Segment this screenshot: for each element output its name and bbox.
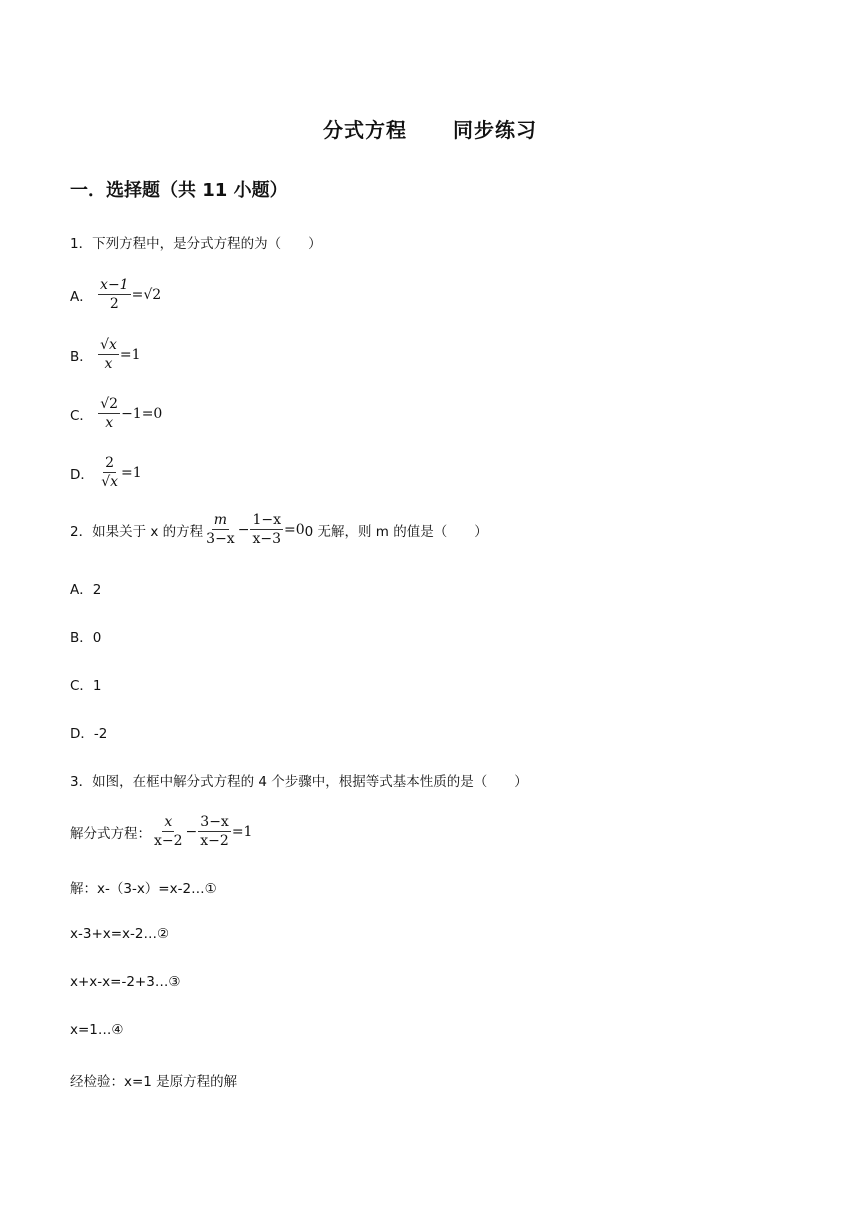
question-2-prefix: 2．如果关于 x 的方程 (70, 523, 204, 540)
question-1-stem: 1．下列方程中，是分式方程的为（ ） (70, 236, 322, 252)
solution-check: 经检验：x=1 是原方程的解 (70, 1074, 238, 1090)
solution-step-1: 解：x-（3-x）=x-2…① (70, 881, 217, 897)
question-2-option-b: B．0 (70, 630, 102, 646)
option-d-rhs: =1 (121, 464, 142, 481)
question-1-option-c (70, 396, 162, 431)
q3-frac1-numerator: x (164, 814, 173, 830)
question-2-suffix: 0 无解，则 m 的值是（ ） (304, 523, 488, 540)
option-b-label: B． (70, 348, 93, 365)
q2-minus: − (237, 521, 250, 538)
q2-frac2-numerator: 1−x (252, 512, 281, 528)
option-b-formula (97, 337, 140, 372)
option-a-label: A． (70, 288, 93, 305)
option-d-numerator: 2 (105, 455, 115, 471)
q3-equals: =1 (231, 823, 253, 840)
solution-step-2: x-3+x=x-2…② (70, 926, 170, 942)
question-2-option-a: A．2 (70, 582, 102, 598)
question-3-stem: 3．如图，在框中解分式方程的 4 个步骤中，根据等式基本性质的是（ ） (70, 774, 528, 790)
option-b-denominator: x (104, 356, 113, 372)
q2-equals: =0 (284, 521, 305, 538)
question-2-option-c: C．1 (70, 678, 102, 694)
option-c-rhs: −1=0 (121, 405, 163, 422)
page-title (0, 114, 860, 143)
question-2-formula (203, 512, 304, 547)
q3-frac2-numerator: 3−x (200, 814, 229, 830)
option-c-numerator: √2 (100, 396, 119, 412)
q2-frac1-numerator: m (213, 512, 228, 528)
option-a-numerator: x−1 (100, 277, 129, 293)
option-d-denominator: √x (101, 474, 119, 490)
section-heading: 一．选择题（共 11 小题） (70, 180, 288, 201)
question-2-option-d: D．-2 (70, 726, 108, 742)
title-part-2: 同步练习 (453, 118, 537, 142)
q2-frac1-denominator: 3−x (206, 531, 235, 547)
option-a-formula (97, 277, 161, 312)
option-c-label: C． (70, 407, 93, 424)
option-a-denominator: 2 (109, 296, 119, 312)
option-c-denominator: x (105, 415, 114, 431)
q2-frac2-denominator: x−3 (252, 531, 281, 547)
q3-frac2-denominator: x−2 (200, 833, 229, 849)
question-2-stem (70, 512, 488, 547)
q3-minus: − (185, 823, 198, 840)
option-a-rhs: =√2 (131, 286, 162, 303)
option-b-numerator: √x (100, 337, 117, 353)
question-1-option-d (70, 455, 142, 490)
option-d-label: D． (70, 466, 94, 483)
solution-step-3: x+x-x=-2+3…③ (70, 974, 181, 990)
option-b-rhs: =1 (119, 346, 141, 363)
q3-frac1-denominator: x−2 (154, 833, 183, 849)
solve-label: 解分式方程： (70, 825, 151, 842)
question-3-formula (151, 814, 252, 849)
title-part-1: 分式方程 (323, 118, 407, 142)
option-d-formula (98, 455, 141, 490)
option-c-formula (97, 396, 162, 431)
question-1-option-a (70, 277, 161, 312)
question-1-option-b (70, 337, 141, 372)
question-3-equation (70, 814, 252, 849)
solution-step-4: x=1…④ (70, 1022, 124, 1038)
